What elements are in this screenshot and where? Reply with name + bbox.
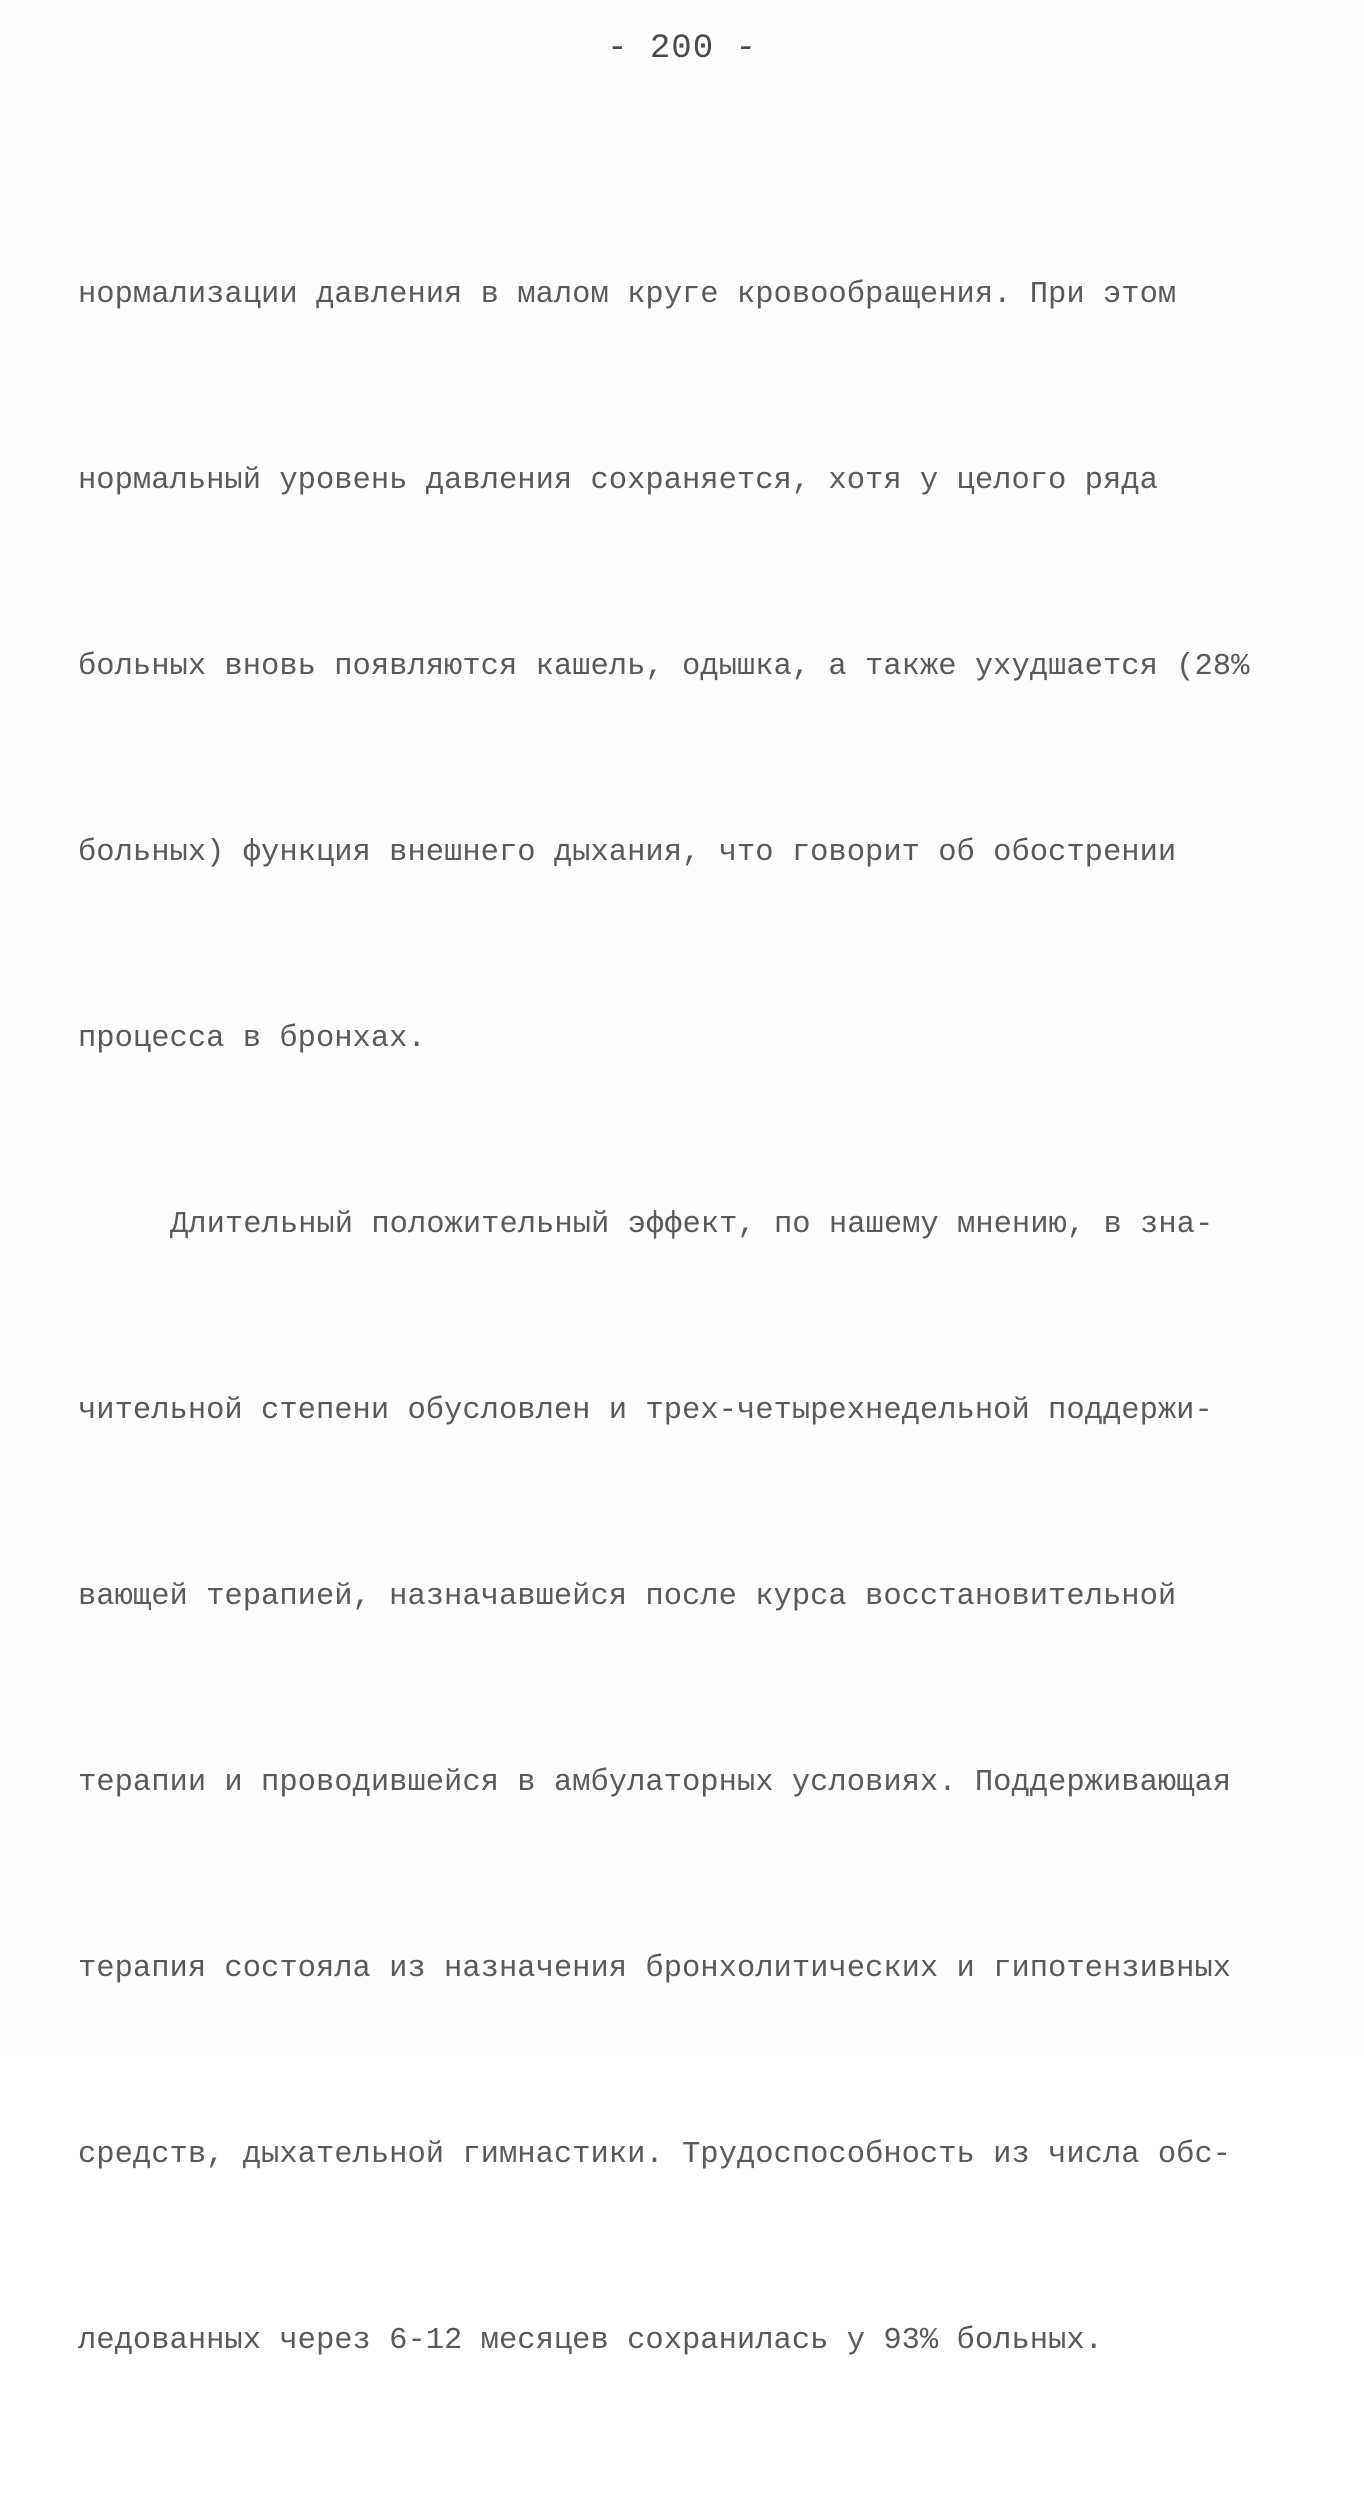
- page-number: - 200 -: [607, 30, 757, 68]
- text-line: Длительный положительный эффект, по нашему мнению, в зна-: [170, 1208, 1214, 1242]
- text-line: больных) функция внешнего дыхания, что говорит об обострении: [78, 836, 1177, 870]
- text-line: вающей терапией, назначавшейся после курса восстановительной: [78, 1580, 1177, 1614]
- text-line: чительной степени обусловлен и трех-четырехнедельной поддержи-: [78, 1394, 1213, 1428]
- text-line: терапия состояла из назначения бронхолитических и гипотензивных: [78, 1952, 1232, 1986]
- text-line: нормальный уровень давления сохраняется, хотя у целого ряда: [78, 464, 1158, 498]
- document-body: [78, 140, 1308, 2496]
- text-line: процесса в бронхах.: [78, 1022, 426, 1056]
- text-line: средств, дыхательной гимнастики. Трудоспособность из числа обс-: [78, 2138, 1232, 2172]
- text-line: ледованных через 6-12 месяцев сохранилась у 93% больных.: [78, 2324, 1103, 2358]
- text-line: нормализации давления в малом круге кровообращения. При этом: [78, 278, 1177, 312]
- text-line: терапии и проводившейся в амбулаторных условиях. Поддерживающая: [78, 1766, 1232, 1800]
- text-line: больных вновь появляются кашель, одышка, а также ухудшается (28%: [78, 650, 1250, 684]
